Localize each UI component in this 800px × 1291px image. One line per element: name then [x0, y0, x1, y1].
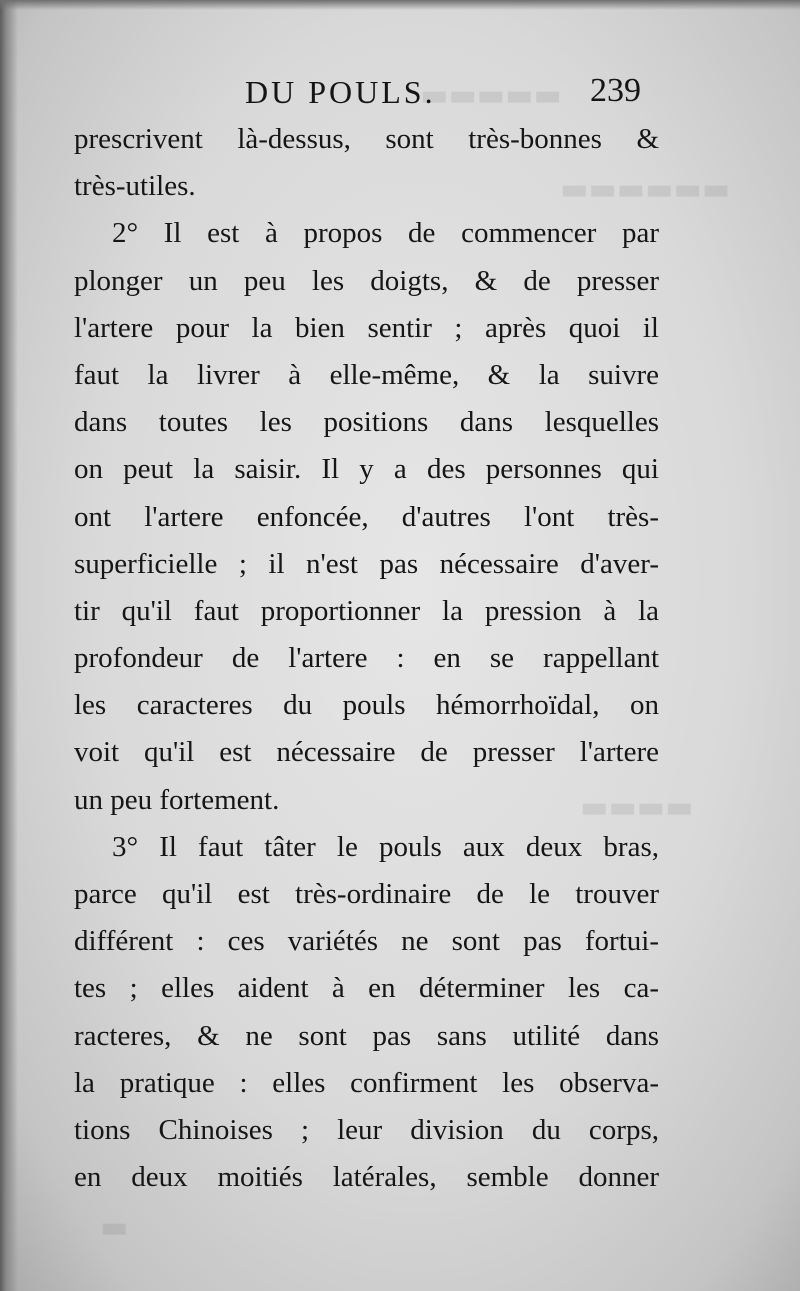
text-line: l'artere pour la bien sentir ; après quoi il — [74, 311, 659, 344]
text-line: prescrivent là-dessus, sont très-bonnes & — [74, 123, 659, 155]
text-line: la pratique : elles confirment les observa- — [74, 1066, 659, 1099]
text-line: ont l'artere enfoncée, d'autres l'ont très- — [74, 500, 659, 533]
text-line: faut la livrer à elle-même, & la suivre — [74, 358, 659, 391]
text-line: 3° Il faut tâter le pouls aux deux bras, — [112, 830, 659, 863]
text-line: très-utiles. — [74, 170, 196, 203]
text-line: les caracteres du pouls hémorrhoïdal, on — [74, 689, 659, 722]
page-top-edge — [0, 0, 800, 10]
text-line: plonger un peu les doigts, & de presser — [74, 264, 659, 297]
show-through-bleed: ▬ — [100, 1210, 129, 1245]
text-line: on peut la saisir. Il y a des personnes qui — [74, 453, 659, 486]
text-line: en deux moitiés latérales, semble donner — [74, 1161, 659, 1194]
text-line: tions Chinoises ; leur division du corps, — [74, 1113, 659, 1146]
text-line: un peu fortement. — [74, 783, 280, 816]
page-header — [0, 66, 800, 116]
binding-gutter — [0, 0, 18, 1291]
running-head: DU POULS. — [245, 74, 436, 110]
text-line: parce qu'il est très-ordinaire de le trouver — [74, 878, 659, 910]
page-number: 239 — [590, 72, 641, 109]
text-line: tes ; elles aident à en déterminer les ca- — [74, 972, 659, 1005]
body-text — [74, 116, 659, 1201]
text-line: dans toutes les positions dans lesquelles — [74, 406, 659, 439]
text-line: tir qu'il faut proportionner la pression à la — [74, 594, 659, 627]
show-through-bleed: ▬▬▬▬▬▬ — [560, 172, 731, 207]
text-line: racteres, & ne sont pas sans utilité dans — [74, 1019, 659, 1052]
show-through-bleed: ▬▬▬▬ — [580, 790, 694, 825]
text-line: voit qu'il est nécessaire de presser l'artere — [74, 736, 659, 769]
text-line: profondeur de l'artere : en se rappellant — [74, 642, 659, 675]
text-line: superficielle ; il n'est pas nécessaire d'aver- — [74, 547, 659, 580]
text-line: différent : ces variétés ne sont pas fortui- — [74, 925, 659, 958]
show-through-bleed: ▬▬▬▬▬ — [420, 78, 562, 113]
text-line: 2° Il est à propos de commencer par — [112, 217, 659, 250]
